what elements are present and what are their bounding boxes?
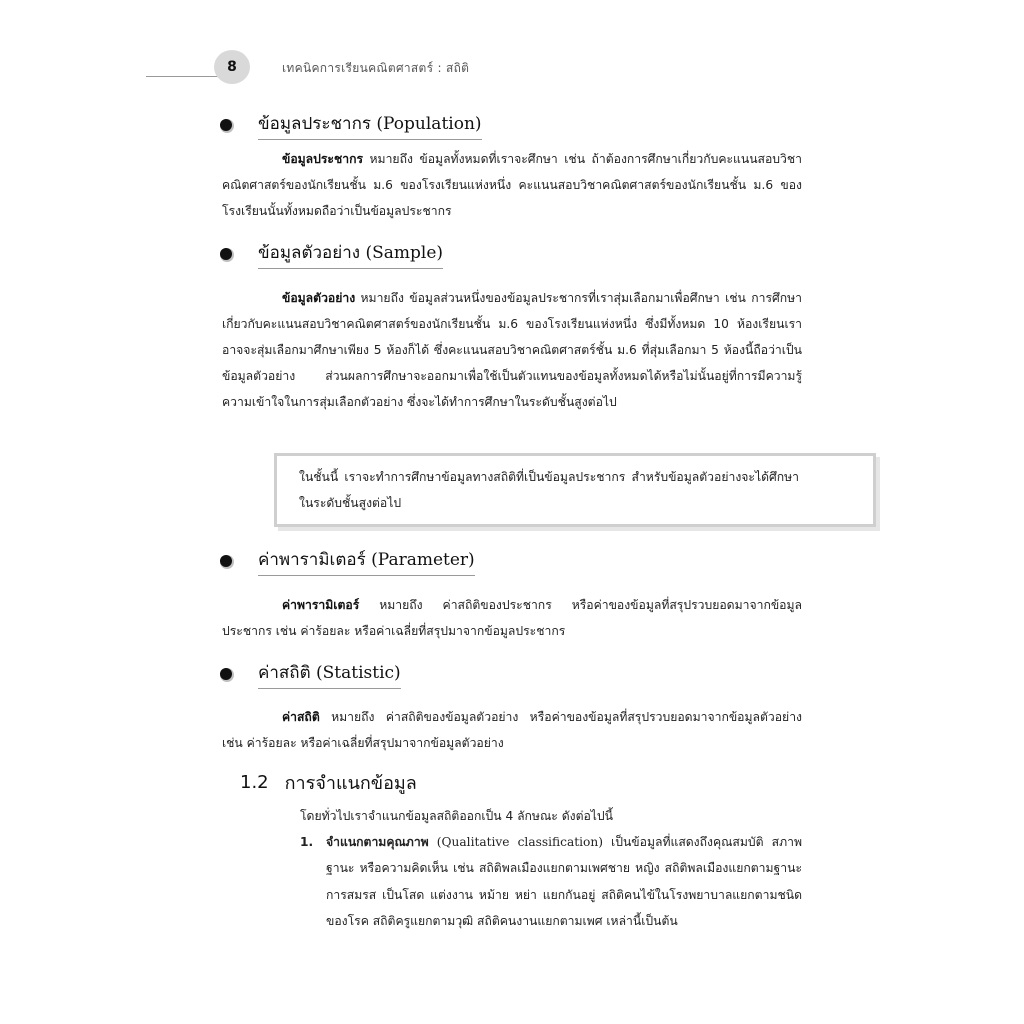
paragraph-parameter	[222, 592, 802, 644]
heading-population	[220, 112, 482, 138]
list-number: 1.	[300, 835, 314, 849]
paragraph-body: หมายถึง ค่าสถิติของข้อมูลตัวอย่าง หรือค่าของข้อมูลที่สรุปรวบยอดมาจากข้อมูลตัวอย่าง เช่น ค่าร้อยละ หรือค่าเฉลี่ยที่สรุปมาจากข้อมูลตัวอย่าง	[222, 710, 802, 750]
paragraph-sample	[222, 285, 802, 415]
bullet-icon	[220, 668, 232, 680]
section-number: 1.2	[240, 771, 269, 793]
term-bold: ข้อมูลตัวอย่าง	[282, 291, 356, 305]
heading-text: ข้อมูลตัวอย่าง (Sample)	[258, 239, 443, 269]
heading-text: ค่าสถิติ (Statistic)	[258, 659, 401, 689]
heading-text: ค่าพารามิเตอร์ (Parameter)	[258, 546, 475, 576]
page-header	[0, 0, 1024, 90]
section-title	[240, 768, 417, 796]
note-box	[274, 453, 876, 527]
term-bold: ข้อมูลประชากร	[282, 152, 364, 166]
bullet-icon	[220, 555, 232, 567]
note-text: ในชั้นนี้ เราจะทำการศึกษาข้อมูลทางสถิติที่เป็นข้อมูลประชากร สำหรับข้อมูลตัวอย่างจะได้ศึกษาในระดับชั้นสูงต่อไป	[299, 470, 799, 510]
bullet-icon	[220, 119, 232, 131]
paragraph-body: หมายถึง ข้อมูลส่วนหนึ่งของข้อมูลประชากรที่เราสุ่มเลือกมาเพื่อศึกษา เช่น การศึกษาเกี่ยวกับคะแนนสอบวิชาคณิตศาสตร์ของนักเรียนชั้น ม.6 ของโรงเรียนแห่งหนึ่ง ซึ่งมีทั้งหมด 10 ห้องเรียนเราอาจจะสุ่มเลือกมาศึกษาเพียง 5 ห้องก็ได้ ซึ่งคะแนนสอบวิชาคณิตศาสตร์ชั้น ม.6 ที่สุ่มเลือกมา 5 ห้องนี้ถือว่าเป็นข้อมูลตัวอย่าง ส่วนผลการศึกษาจะออกมาเพื่อใช้เป็นตัวแทนของข้อมูลทั้งหมดได้หรือไม่นั้นอยู่ที่การมีความรู้ความเข้าใจในการสุ่มเลือกตัวอย่าง ซึ่งจะได้ทำการศึกษาในระดับชั้นสูงต่อไป	[222, 291, 802, 409]
term-bold: ค่าพารามิเตอร์	[282, 598, 360, 612]
list-text: เป็นข้อมูลที่แสดงถึงคุณสมบัติ สภาพ ฐานะ หรือความคิดเห็น เช่น สถิติพลเมืองแยกตามเพศชาย หญิง สถิติพลเมืองแยกตามฐานะการสมรส เป็นโสด แต่งงาน หม้าย หย่า แยกกันอยู่ สถิติคนไข้ในโรงพยาบาลแยกตามชนิดของโรค สถิติครูแยกตามวุฒิ สถิติคนงานแยกตามเพศ เหล่านี้เป็นต้น	[326, 835, 802, 929]
paragraph-population	[222, 146, 802, 224]
list-item	[300, 829, 802, 935]
paragraph-body: หมายถึง ข้อมูลทั้งหมดที่เราจะศึกษา เช่น ถ้าต้องการศึกษาเกี่ยวกับคะแนนสอบวิชาคณิตศาสตร์ของนักเรียนชั้น ม.6 ของโรงเรียนแห่งหนึ่ง คะแนนสอบวิชาคณิตศาสตร์ของนักเรียนชั้น ม.6 ของโรงเรียนนั้นทั้งหมดถือว่าเป็นข้อมูลประชากร	[222, 152, 802, 218]
section-title-text: การจำแนกข้อมูล	[284, 772, 417, 794]
list-term-english: (Qualitative classification)	[428, 835, 603, 849]
bullet-icon	[220, 248, 232, 260]
heading-sample	[220, 241, 443, 267]
list-term: จำแนกตามคุณภาพ	[326, 835, 429, 849]
term-bold: ค่าสถิติ	[282, 710, 320, 724]
paragraph-statistic	[222, 704, 802, 756]
heading-statistic	[220, 661, 401, 687]
list-body	[326, 829, 802, 935]
heading-text: ข้อมูลประชากร (Population)	[258, 110, 482, 140]
section-intro: โดยทั่วไปเราจำแนกข้อมูลสถิติออกเป็น 4 ลักษณะ ดังต่อไปนี้	[300, 809, 613, 823]
running-title: เทคนิคการเรียนคณิตศาสตร์ : สถิติ	[282, 61, 470, 75]
page-number: 8	[214, 50, 250, 84]
paragraph-body: หมายถึง ค่าสถิติของประชากร หรือค่าของข้อมูลที่สรุปรวบยอดมาจากข้อมูลประชากร เช่น ค่าร้อยละ หรือค่าเฉลี่ยที่สรุปมาจากข้อมูลประชากร	[222, 598, 802, 638]
heading-parameter	[220, 548, 475, 574]
